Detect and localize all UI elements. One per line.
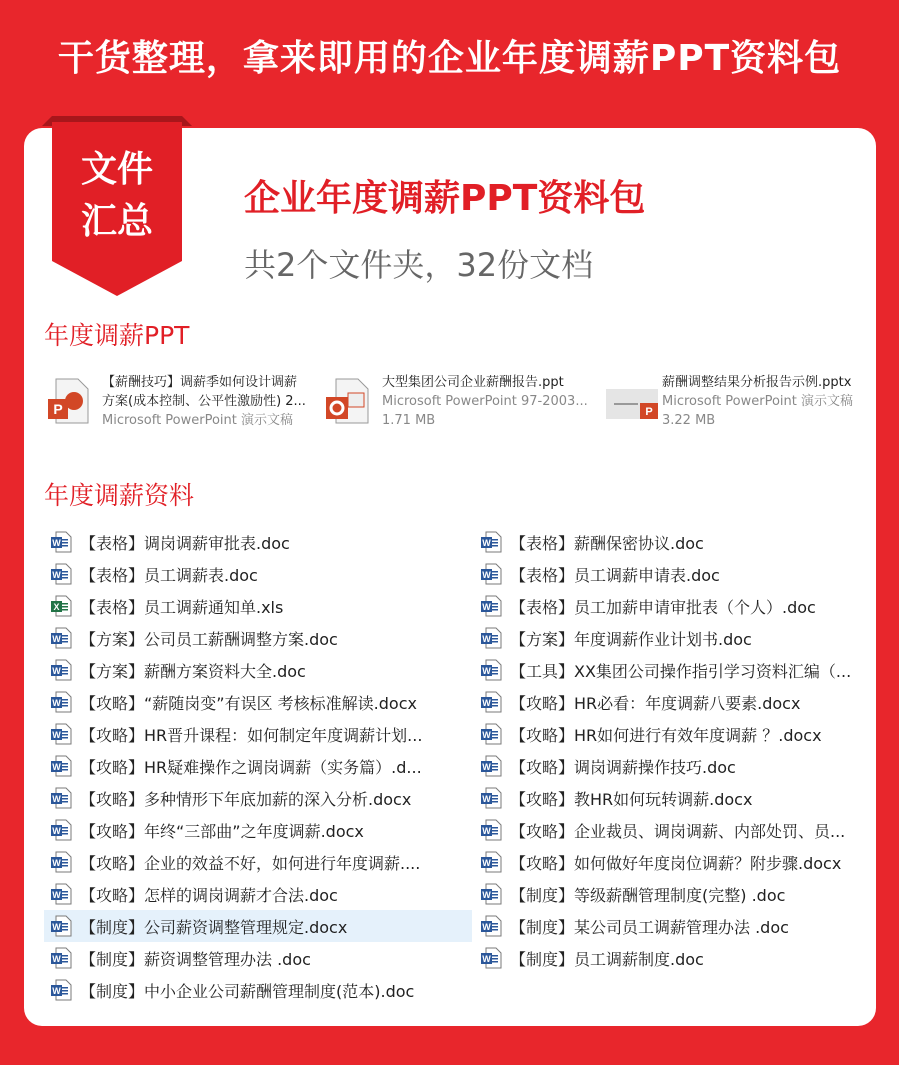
file-row[interactable]	[44, 654, 472, 686]
file-row[interactable]	[44, 910, 472, 942]
svg-text:W: W	[52, 634, 61, 644]
word-icon	[50, 915, 72, 937]
word-icon	[50, 883, 72, 905]
file-row[interactable]	[474, 750, 858, 782]
docs-left-column	[44, 526, 472, 1006]
file-row[interactable]	[474, 782, 858, 814]
file-row[interactable]	[474, 526, 858, 558]
pptx-thumbnail-icon	[606, 377, 658, 425]
file-name: 【攻略】如何做好年度岗位调薪？附步骤.docx	[510, 853, 842, 873]
word-icon	[50, 819, 72, 841]
word-icon	[50, 531, 72, 553]
svg-text:W: W	[52, 538, 61, 548]
file-name: 【攻略】HR如何进行有效年度调薪 ？.docx	[510, 725, 822, 745]
word-icon	[480, 531, 502, 553]
file-name: 【攻略】HR晋升课程：如何制定年度调薪计划...	[80, 725, 423, 745]
file-name: 【表格】员工加薪申请审批表（个人）.doc	[510, 597, 816, 617]
file-name: 【方案】薪酬方案资料大全.doc	[80, 661, 306, 681]
powerpoint-icon	[46, 377, 94, 425]
ppt-file-type: Microsoft PowerPoint 演示文稿	[662, 394, 854, 409]
svg-text:W: W	[52, 922, 61, 932]
file-row[interactable]	[44, 942, 472, 974]
section-title-docs: 年度调薪资料	[44, 481, 195, 510]
powerpoint-97-icon	[326, 377, 374, 425]
file-name: 【攻略】调岗调薪操作技巧.doc	[510, 757, 736, 777]
file-name: 【表格】薪酬保密协议.doc	[510, 533, 704, 553]
svg-text:W: W	[52, 826, 61, 836]
file-name: 【攻略】企业的效益不好，如何进行年度调薪....	[80, 853, 421, 873]
svg-text:P: P	[53, 401, 63, 417]
file-name: 【制度】某公司员工调薪管理办法 .doc	[510, 917, 789, 937]
excel-icon	[50, 595, 72, 617]
word-icon	[480, 851, 502, 873]
svg-text:P: P	[645, 406, 653, 418]
svg-text:W: W	[482, 794, 491, 804]
file-row[interactable]	[44, 718, 472, 750]
svg-text:W: W	[52, 858, 61, 868]
svg-text:W: W	[482, 538, 491, 548]
ribbon-label	[52, 144, 182, 248]
svg-text:W: W	[482, 634, 491, 644]
ppt-file-size: 1.71 MB	[382, 413, 436, 428]
file-row[interactable]	[44, 622, 472, 654]
word-icon	[480, 947, 502, 969]
file-row[interactable]	[44, 846, 472, 878]
ppt-file-type: Microsoft PowerPoint 97-2003...	[382, 394, 588, 409]
file-row[interactable]	[474, 590, 858, 622]
file-row[interactable]	[474, 814, 858, 846]
file-name: 【攻略】HR疑难操作之调岗调薪（实务篇）.d...	[80, 757, 422, 777]
svg-text:W: W	[52, 762, 61, 772]
file-name: 【表格】调岗调薪审批表.doc	[80, 533, 290, 553]
file-name: 【制度】公司薪资调整管理规定.docx	[80, 917, 348, 937]
file-name: 【表格】员工调薪表.doc	[80, 565, 258, 585]
svg-text:W: W	[482, 890, 491, 900]
word-icon	[480, 595, 502, 617]
svg-text:W: W	[52, 666, 61, 676]
file-row[interactable]	[44, 974, 472, 1006]
file-row[interactable]	[44, 558, 472, 590]
file-row[interactable]	[44, 814, 472, 846]
file-name: 【方案】公司员工薪酬调整方案.doc	[80, 629, 338, 649]
ribbon-tag	[42, 116, 192, 298]
file-name: 【攻略】HR必看：年度调薪八要素.docx	[510, 693, 801, 713]
word-icon	[50, 659, 72, 681]
ppt-file-name: 【薪酬技巧】调薪季如何设计调薪	[102, 375, 298, 390]
svg-text:W: W	[482, 570, 491, 580]
word-icon	[480, 915, 502, 937]
word-icon	[50, 979, 72, 1001]
ppt-file-name: 大型集团公司企业薪酬报告.ppt	[382, 375, 564, 390]
pack-subtitle: 共2个文件夹，32份文档	[244, 246, 594, 284]
ppt-file-text	[102, 373, 312, 430]
file-name: 【攻略】教HR如何玩转调薪.docx	[510, 789, 753, 809]
ribbon-line-1: 文件	[80, 149, 153, 190]
word-icon	[50, 563, 72, 585]
svg-text:W: W	[482, 602, 491, 612]
svg-text:W: W	[482, 858, 491, 868]
word-icon	[50, 723, 72, 745]
word-icon	[50, 691, 72, 713]
file-row[interactable]	[474, 846, 858, 878]
word-icon	[50, 755, 72, 777]
file-row[interactable]	[474, 686, 858, 718]
word-icon	[50, 947, 72, 969]
file-name: 【攻略】企业裁员、调岗调薪、内部处罚、员...	[510, 821, 846, 841]
svg-text:W: W	[482, 666, 491, 676]
file-name: 【表格】员工调薪申请表.doc	[510, 565, 720, 585]
svg-text:W: W	[482, 730, 491, 740]
word-icon	[480, 659, 502, 681]
file-name: 【攻略】多种情形下年底加薪的深入分析.docx	[80, 789, 412, 809]
file-row[interactable]	[474, 878, 858, 910]
file-row[interactable]	[44, 590, 472, 622]
file-row[interactable]	[474, 558, 858, 590]
svg-text:W: W	[52, 730, 61, 740]
section-title-ppt: 年度调薪PPT	[44, 321, 190, 350]
svg-text:W: W	[482, 826, 491, 836]
svg-text:W: W	[482, 698, 491, 708]
pack-title: 企业年度调薪PPT资料包	[244, 178, 646, 219]
file-row[interactable]	[44, 686, 472, 718]
file-row[interactable]	[474, 942, 858, 974]
svg-text:W: W	[52, 986, 61, 996]
file-row[interactable]	[44, 526, 472, 558]
word-icon	[480, 627, 502, 649]
file-name: 【攻略】年终“三部曲”之年度调薪.docx	[80, 821, 364, 841]
banner-title: 干货整理，拿来即用的企业年度调薪PPT资料包	[57, 37, 842, 79]
word-icon	[480, 755, 502, 777]
svg-text:X: X	[53, 602, 60, 612]
svg-text:W: W	[52, 954, 61, 964]
file-name: 【攻略】“薪随岗变”有误区 考核标准解读.docx	[80, 693, 417, 713]
svg-text:W: W	[482, 762, 491, 772]
page-banner	[0, 0, 899, 110]
ppt-file-name: 薪酬调整结果分析报告示例.pptx	[662, 375, 852, 390]
file-row[interactable]	[44, 878, 472, 910]
word-icon	[480, 819, 502, 841]
file-row[interactable]	[474, 910, 858, 942]
file-name: 【制度】薪资调整管理办法 .doc	[80, 949, 311, 969]
docs-right-column	[474, 526, 858, 974]
svg-text:W: W	[52, 890, 61, 900]
svg-text:W: W	[52, 794, 61, 804]
file-name: 【方案】年度调薪作业计划书.doc	[510, 629, 752, 649]
file-row[interactable]	[474, 718, 858, 750]
word-icon	[480, 723, 502, 745]
ppt-file-text	[662, 373, 872, 430]
file-name: 【表格】员工调薪通知单.xls	[80, 597, 284, 617]
word-icon	[50, 627, 72, 649]
word-icon	[480, 787, 502, 809]
ppt-file-size: 3.22 MB	[662, 413, 716, 428]
svg-text:W: W	[482, 954, 491, 964]
file-name: 【工具】XX集团公司操作指引学习资料汇编（...	[510, 661, 852, 681]
word-icon	[480, 883, 502, 905]
svg-text:W: W	[52, 698, 61, 708]
file-row[interactable]	[44, 750, 472, 782]
ppt-file-meta: Microsoft PowerPoint 演示文稿	[102, 413, 294, 428]
ppt-file-name-cont: 方案(成本控制、公平性激励性) 2...	[102, 394, 306, 409]
svg-text:W: W	[482, 922, 491, 932]
file-row[interactable]	[44, 782, 472, 814]
word-icon	[50, 851, 72, 873]
file-row[interactable]	[474, 654, 858, 686]
word-icon	[480, 691, 502, 713]
ppt-file-text	[382, 373, 592, 430]
file-name: 【攻略】怎样的调岗调薪才合法.doc	[80, 885, 338, 905]
word-icon	[50, 787, 72, 809]
file-row[interactable]	[474, 622, 858, 654]
svg-text:W: W	[52, 570, 61, 580]
ribbon-line-2: 汇总	[80, 201, 153, 242]
file-name: 【制度】中小企业公司薪酬管理制度(范本).doc	[80, 981, 415, 1001]
file-name: 【制度】员工调薪制度.doc	[510, 949, 704, 969]
file-name: 【制度】等级薪酬管理制度(完整) .doc	[510, 885, 786, 905]
word-icon	[480, 563, 502, 585]
